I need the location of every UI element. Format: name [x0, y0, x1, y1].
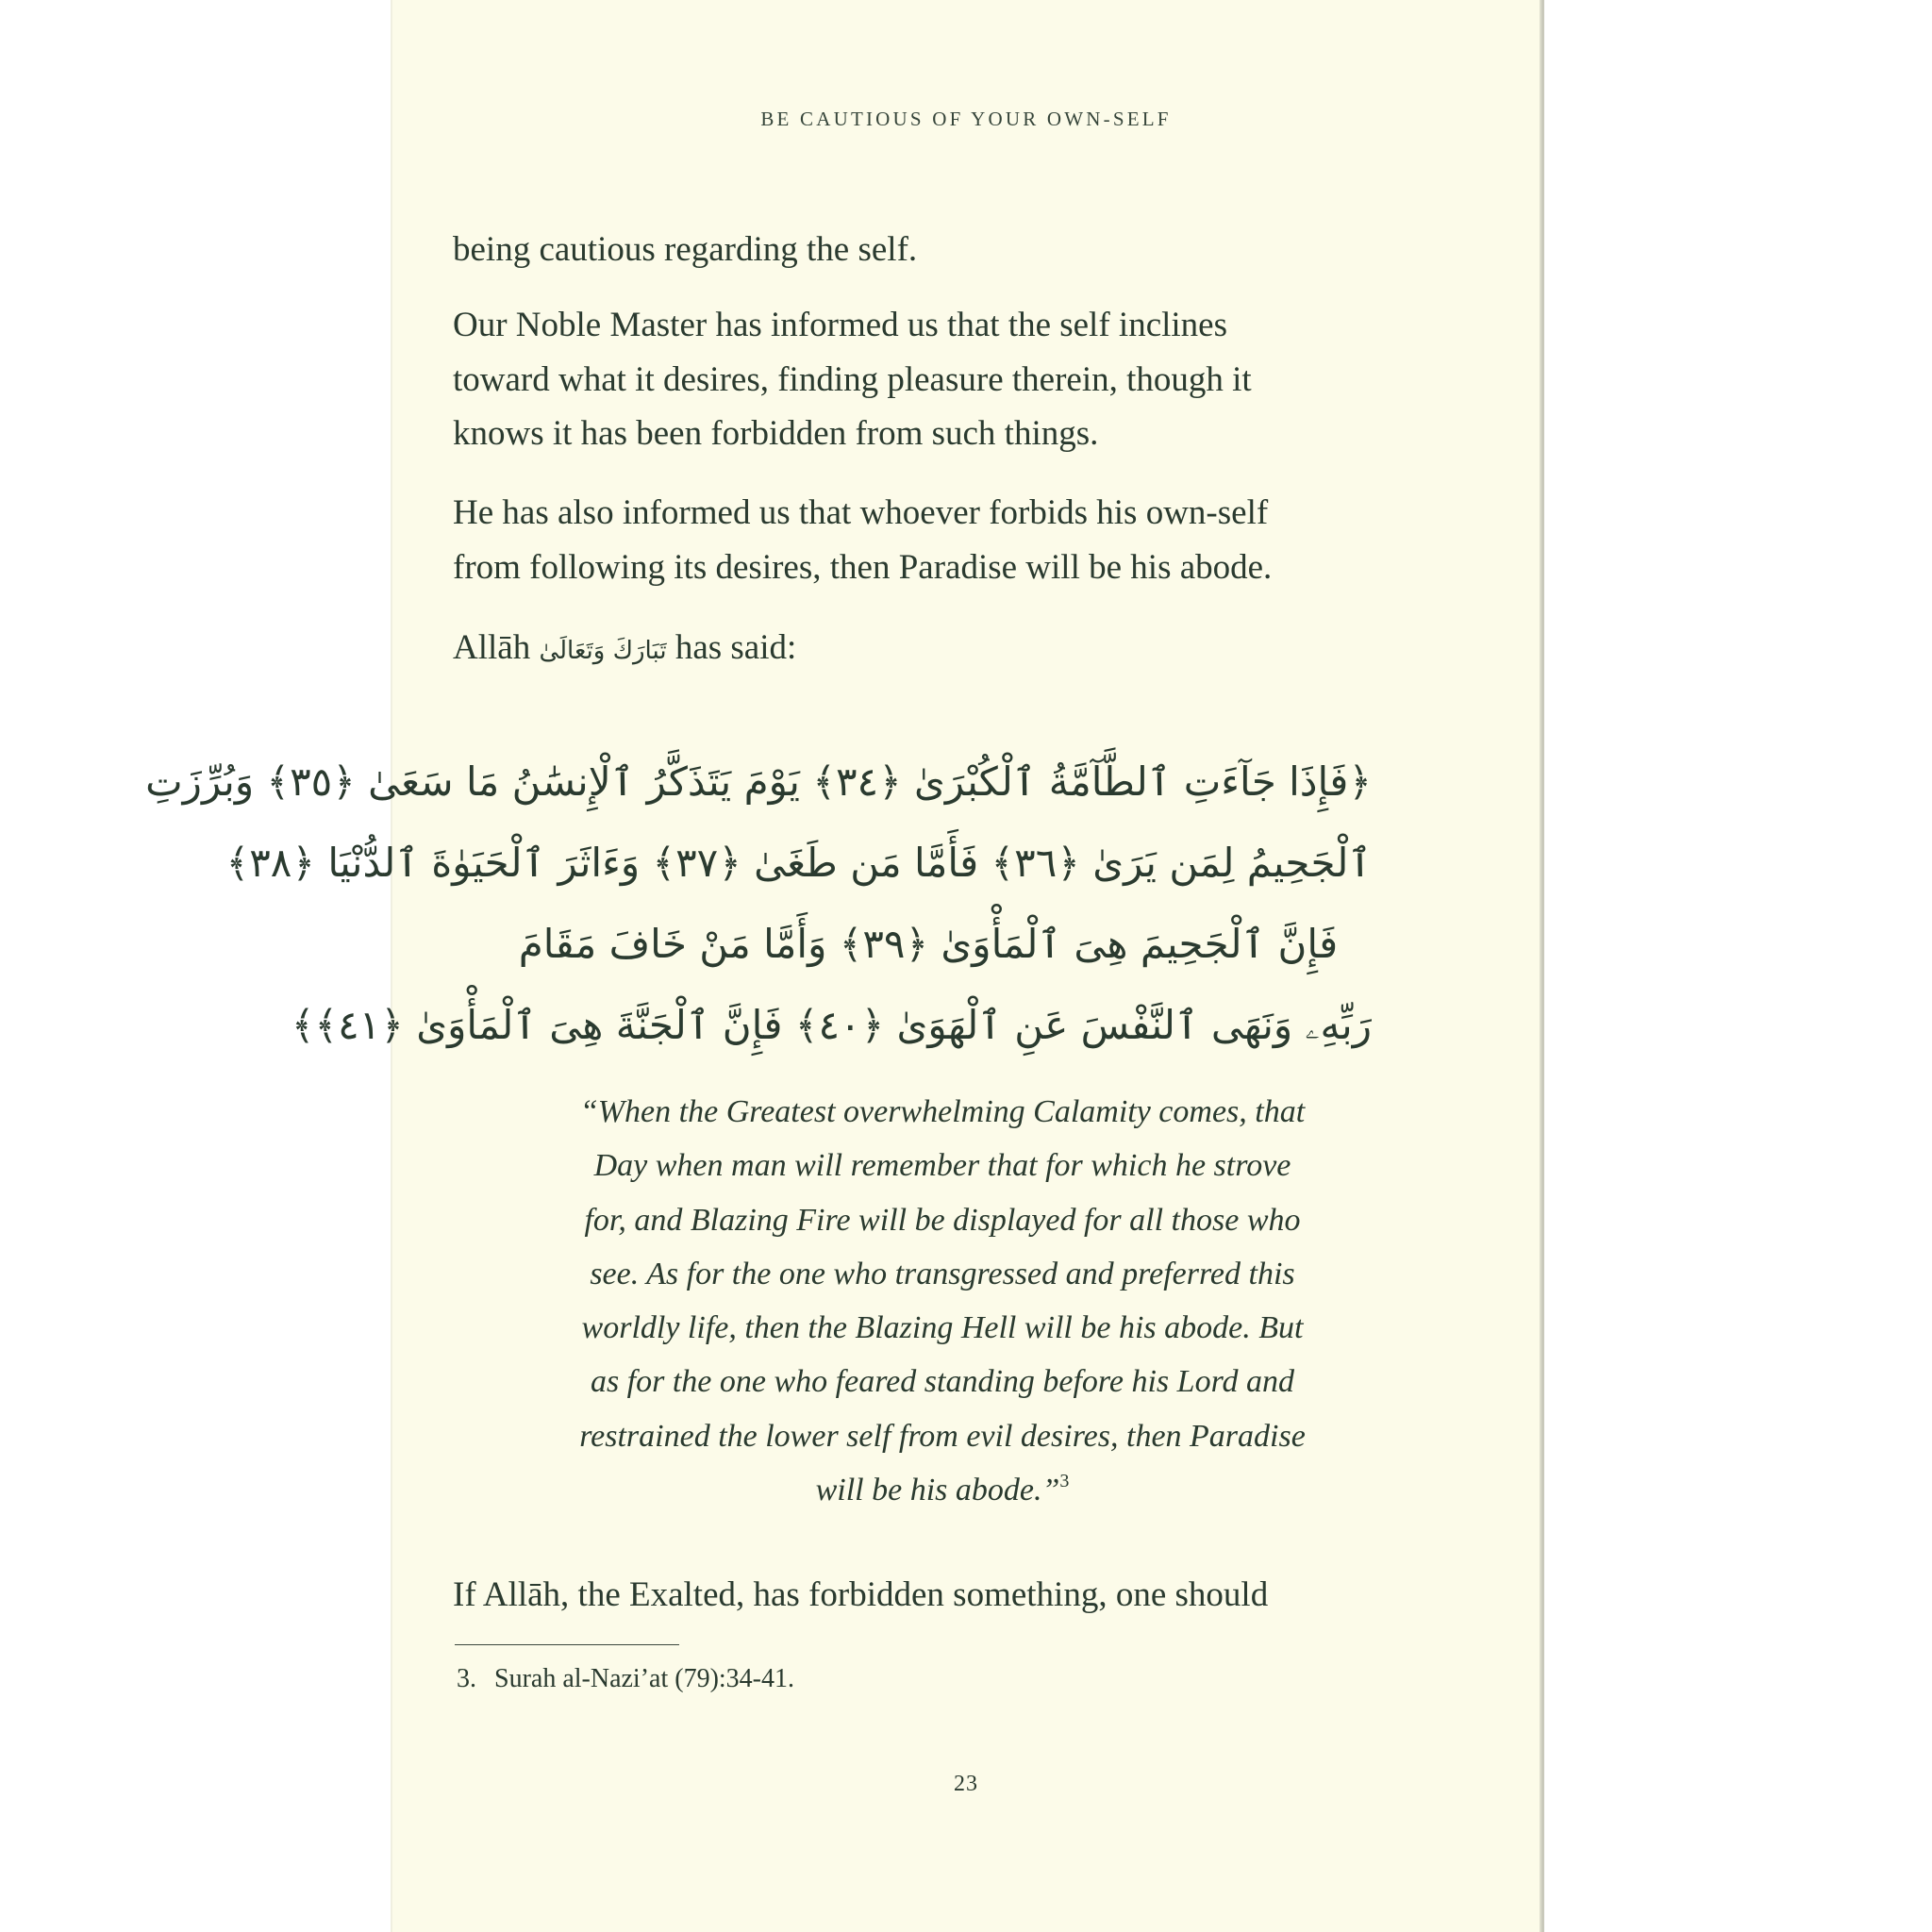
arabic-line-2: ٱلْجَحِيمُ لِمَن يَرَىٰ ﴿٣٦﴾ فَأَمَّا مَن طَغَىٰ ﴿٣٧﴾ وَءَاثَرَ ٱلْحَيَوٰةَ ٱلدُّنْيَا ﴿٣٨﴾ [225, 840, 1372, 886]
footnote-text: Surah al-Nazi’at (79):34-41. [494, 1664, 794, 1693]
paragraph-4-tail: has said: [666, 628, 797, 667]
paragraph-4-lead: Allāh [453, 628, 540, 667]
page-number: 23 [954, 1772, 978, 1796]
footnote-divider [455, 1644, 679, 1645]
book-page [145, 0, 1541, 1932]
paragraph-1: being cautious regarding the self. [453, 230, 918, 269]
arabic-line-3: فَإِنَّ ٱلْجَحِيمَ هِىَ ٱلْمَأْوَىٰ ﴿٣٩﴾ وَأَمَّا مَنْ خَافَ مَقَامَ [518, 921, 1339, 967]
footnote-number: 3. [457, 1664, 476, 1693]
honorific-arabic: تَبَارَكَ وَتَعَالَىٰ [539, 637, 667, 665]
paragraph-4 [453, 621, 1396, 679]
footnote-reference: 3 [1059, 1471, 1070, 1492]
arabic-line-1: ﴿فَإِذَا جَآءَتِ ٱلطَّآمَّةُ ٱلْكُبْرَىٰ ﴿٣٤﴾ يَوْمَ يَتَذَكَّرُ ٱلْإِنسَٰنُ مَا سَعَىٰ ﴿٣٥﴾ وَبُرِّزَتِ [145, 758, 1372, 805]
verse-translation [504, 1085, 1381, 1517]
paragraph-2: Our Noble Master has informed us that the self inclines toward what it desires, finding pleasure therein, though it knows it has been forbidden from such things. [453, 306, 1252, 453]
translation-text: “When the Greatest overwhelming Calamity comes, that Day when man will remember that for which he strove for, and Blazing Fire will be displayed for all those who see. As for the one who transgressed and preferred this worldly life, then the Blazing Hell will be his abode. But as for the one who feared standing before his Lord and restrained the lower self from evil desires, then Paradise will be his abode.” [579, 1094, 1306, 1508]
running-head: BE CAUTIOUS OF YOUR OWN-SELF [760, 108, 1172, 130]
footnote [457, 1662, 794, 1696]
arabic-line-4: رَبِّهِۦ وَنَهَى ٱلنَّفْسَ عَنِ ٱلْهَوَىٰ ﴿٤٠﴾ فَإِنَّ ٱلْجَنَّةَ هِىَ ٱلْمَأْوَىٰ ﴿٤١﴾﴾ [291, 1002, 1372, 1048]
quran-verse-arabic [145, 741, 1372, 1066]
paragraph-5: If Allāh, the Exalted, has forbidden something, one should [453, 1575, 1269, 1614]
paragraph-3: He has also informed us that whoever forbids his own-self from following its desires, then Paradise will be his abode. [453, 493, 1273, 587]
